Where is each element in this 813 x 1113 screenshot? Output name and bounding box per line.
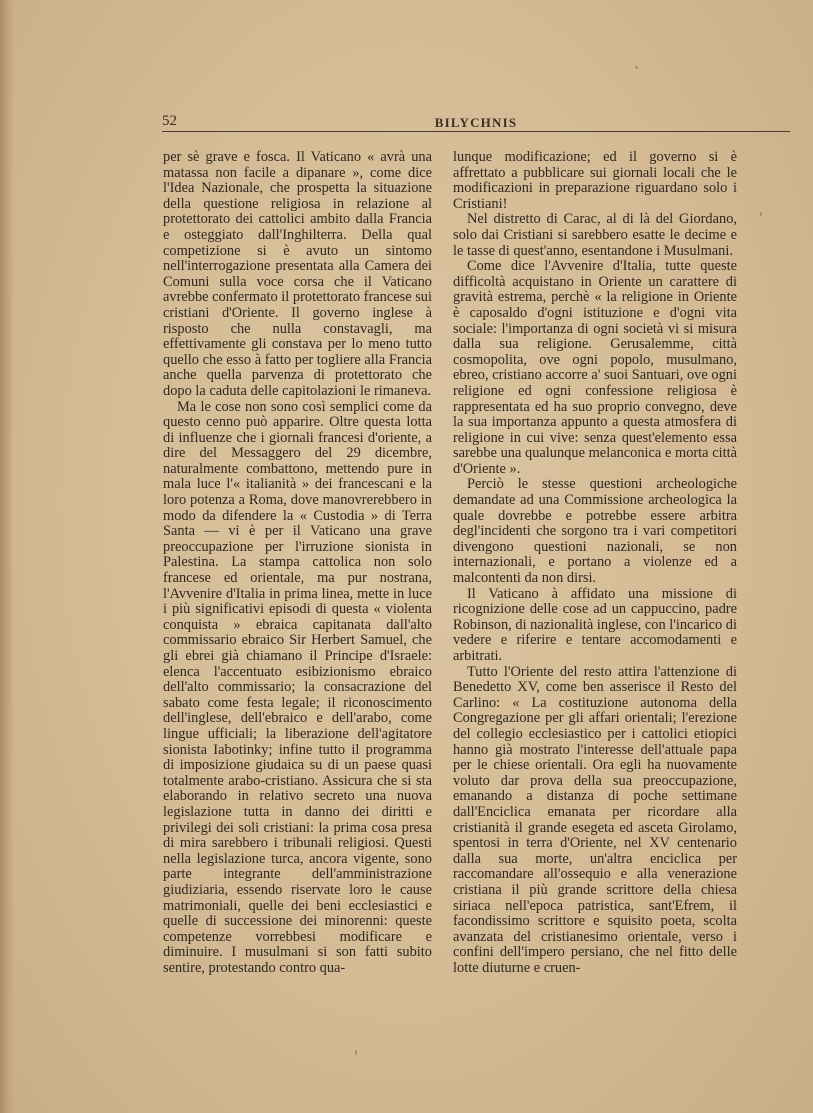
page-binding-edge bbox=[0, 0, 14, 1113]
paper-spot bbox=[355, 1050, 357, 1055]
paragraph: Tutto l'Oriente del resto attira l'attenzione di Benedetto XV, come ben asserisce il Resto del Carlino: « La costituzione autonoma della Congregazione per gli affari orientali; l'erezione del collegio ecclesiastico per i cattolici etiopici hanno già mostrato l'interesse dell'attuale papa per le chiese orientali. Ora egli ha nuovamente voluto dar prova della sua preoccupazione, emanando a distanza di poche settimane dall'Enciclica emanata per ricordare alla cristianità il grande esegeta ed asceta Girolamo, spentosi in terra d'Oriente, nel XV centenario dalla sua morte, un'altra enciclica per raccomandare all'ossequio e alla venerazione cristiana il più grande scrittore della chiesa siriaca nell'epoca patristica, sant'Efrem, il facondissimo scrittore e squisito poeta, scolta avanzata del cristianesimo orientale, verso i confini dell'impero persiano, che nel fitto delle lotte diuturne e cruen- bbox=[453, 663, 737, 976]
text-column-left bbox=[163, 150, 432, 976]
header-rule bbox=[162, 131, 790, 132]
paragraph: Ma le cose non sono così semplici come da questo cenno può apparire. Oltre questa lotta di influenze che i giornali francesi d'oriente, a dire del Messaggero del 29 dicembre, naturalmente combattono, mettendo pure in mala luce l'« italianità » dei francescani e la loro potenza a Roma, dove manovrerebbero in modo da difendere la « Custodia » di Terra Santa — vi è per il Vaticano una grave preoccupazione per l'irruzione sionista in Palestina. La stampa cattolica non solo francese ed orientale, ma pur nostrana, l'Avvenire d'Italia in prima linea, mette in luce i più significativi episodi di questa « violenta conquista » ebraica capitanata dall'alto commissario ebraico Sir Herbert Samuel, che gli ebrei già chiamano il Principe d'Israele: elenca l'accentuato esibizionismo ebraico dell'alto commissario; la consacrazione del sabato come festa legale; il riconoscimento dell'inglese, dell'ebraico e dell'arabo, come lingue ufficiali; la liberazione dell'agitatore sionista Iabotinky; infine tutto il programma di imposizione giudaica su di un paese quasi totalmente arabo-cristiano. Assicura che si sta elaborando in relativo secreto una nuova legislazione tutta in danno dei diritti e privilegi dei soli cristiani: la prima cosa presa di mira sarebbero i tribunali religiosi. Questi nella legislazione turca, ancora vigente, sono parte integrante dell'amministrazione giudiziaria, essendo riservate loro le cause matrimoniali, quelle dei beni ecclesiastici e quelle di successione dei minorenni: queste competenze vorrebbesi modificare e diminuire. I musulmani si son fatti subito sentire, protestando contro qua- bbox=[163, 398, 432, 976]
paper-spot bbox=[635, 66, 638, 69]
text-column-right bbox=[453, 150, 737, 976]
paragraph: Perciò le stesse questioni archeologiche demandate ad una Commissione archeologica la quale dovrebbe e potrebbe essere arbitra degl'incidenti che sorgono tra i vari competitori divengono questioni nazionali, se non internazionali, e portano a violenze ed a malcontenti da non dirsi. bbox=[453, 476, 737, 587]
page-number: 52 bbox=[162, 113, 177, 129]
running-head: BILYCHNIS bbox=[434, 115, 518, 130]
paragraph: Nel distretto di Carac, al di là del Giordano, solo dai Cristiani si sarebbero esatte le decime e le tasse di quest'anno, esentandone i Musulmani. bbox=[453, 211, 737, 259]
paragraph: lunque modificazione; ed il governo si è affrettato a pubblicare sui giornali locali che le modificazioni in preparazione riguardano solo i Cristiani! bbox=[453, 149, 737, 212]
paragraph: Il Vaticano à affidato una missione di ricognizione delle cose ad un cappuccino, padre Robinson, di nazionalità inglese, con l'incarico di vedere e riferire e tentare accomodamenti e arbitrati. bbox=[453, 585, 737, 664]
paragraph: Come dice l'Avvenire d'Italia, tutte queste difficoltà acquistano in Oriente un carattere di gravità estrema, perchè « la religione in Oriente è caposaldo d'ogni istituzione e d'ogni vita sociale: l'importanza di ogni società vi si misura dalla sua religione. Gerusalemme, città cosmopolita, ove ogni popolo, musulmano, ebreo, cristiano accorre a' suoi Santuari, ove ogni religione ed ogni confessione religiosa è rappresentata ed ha suo proprio convegno, deve la sua importanza appunto a questa atmosfera di religione in cui vive: senza quest'elemento essa sarebbe una qualunque melanconica e morta città d'Oriente ». bbox=[453, 258, 737, 477]
paragraph: per sè grave e fosca. Il Vaticano « avrà una matassa non facile a dipanare », come dice l'Idea Nazionale, che prospetta la situazione della questione religiosa in relazione al protettorato dei cattolici ambito dalla Francia e osteggiato dall'Inghilterra. Della qual competizione si è avuto un sintomo nell'interrogazione presentata alla Camera dei Comuni sulla voce corsa che il Vaticano avrebbe confermato il protettorato francese sui cristiani d'Oriente. Il governo inglese à risposto che nulla constavagli, ma effettivamente gli constava per lo meno tutto quello che esso à fatto per togliere alla Francia anche quella parvenza di protettorato che dopo la caduta delle capitolazioni le rimaneva. bbox=[163, 149, 432, 399]
page-header bbox=[162, 113, 790, 131]
paper-spot bbox=[760, 212, 762, 216]
